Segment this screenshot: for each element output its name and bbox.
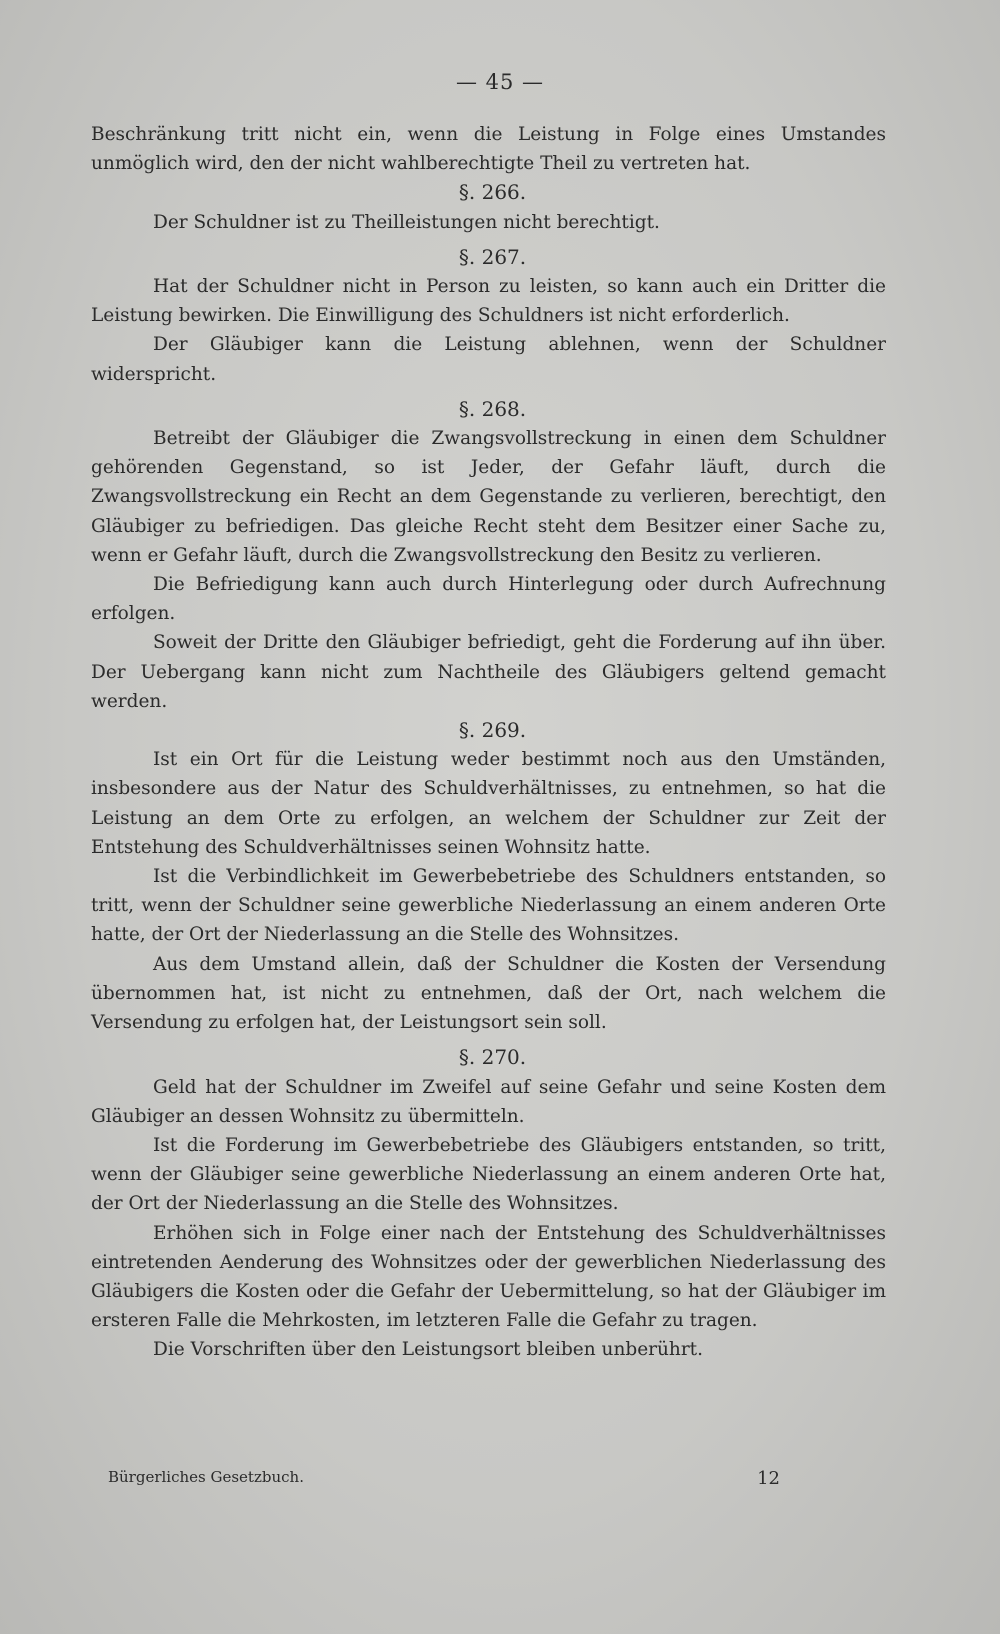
paragraph-270-4: Die Vorschriften über den Leistungsort bleiben unberührt. bbox=[153, 1339, 703, 1361]
section-heading-268: §. 268. bbox=[458, 396, 527, 421]
footer-signature-number: 12 bbox=[757, 1468, 780, 1489]
paragraph-268-3: Soweit der Dritte den Gläubiger befriedigt, geht die Forderung auf ihn über. Der Uebergang kann nicht zum Nachtheile des Gläubigers geltend gemacht werden. bbox=[91, 632, 886, 712]
page-number: — 45 — bbox=[455, 70, 545, 94]
paragraph-270-2: Ist die Forderung im Gewerbebetriebe des Gläubigers entstanden, so tritt, wenn der Gläubiger seine gewerbliche Niederlassung an einem anderen Orte hat, der Ort der Niederlassung an die Stelle des Wohnsitzes. bbox=[91, 1134, 886, 1215]
paragraph-268-1: Betreibt der Gläubiger die Zwangsvollstreckung in einen dem Schuldner gehörenden Gegenstand, so ist Jeder, der Gefahr läuft, durch die Zwangsvollstreckung ein Recht an dem Gegenstande zu verlieren, berechtigt, den Gläubiger zu befriedigen. Das gleiche Recht steht dem Besitzer einer Sache zu, wenn er Gefahr läuft, durch die Zwangsvollstreckung den Besitz zu verlieren. bbox=[91, 428, 886, 566]
paragraph-270-1: Geld hat der Schuldner im Zweifel auf seine Gefahr und seine Kosten dem Gläubiger an dessen Wohnsitz zu übermitteln. bbox=[91, 1076, 886, 1127]
paragraph-beschraenkung: Beschränkung tritt nicht ein, wenn die Leistung in Folge eines Umstandes unmöglich wird, den der nicht wahlberechtigte Theil zu vertreten hat. bbox=[91, 124, 886, 175]
text-body bbox=[91, 120, 886, 1365]
section-heading-266: §. 266. bbox=[458, 180, 527, 205]
paragraph-270-3: Erhöhen sich in Folge einer nach der Entstehung des Schuldverhältnisses eintretenden Aenderung des Wohnsitzes oder der gewerblichen Niederlassung des Gläubigers die Kosten oder die Gefahr der Uebermittelung, so hat der Gläubiger im ersteren Falle die Mehrkosten, im letzteren Falle die Gefahr zu tragen. bbox=[91, 1222, 886, 1332]
paragraph-269-2: Ist die Verbindlichkeit im Gewerbebetriebe des Schuldners entstanden, so tritt, wenn der Schuldner seine gewerbliche Niederlassung an einem anderen Orte hatte, der Ort der Niederlassung an die Stelle des Wohnsitzes. bbox=[91, 866, 886, 946]
section-heading-267: §. 267. bbox=[458, 244, 527, 269]
section-heading-269: §. 269. bbox=[458, 718, 527, 743]
page-footer bbox=[108, 1468, 780, 1489]
paragraph-268-2: Die Befriedigung kann auch durch Hinterlegung oder durch Aufrechnung erfolgen. bbox=[91, 574, 886, 625]
paragraph-269-1: Ist ein Ort für die Leistung weder bestimmt noch aus den Umständen, insbesondere aus der Natur des Schuldverhältnisses, zu entnehmen, so hat die Leistung an dem Orte zu erfolgen, an welchem der Schuldner zur Zeit der Entstehung des Schuldverhältnisses seinen Wohnsitz hatte. bbox=[91, 749, 886, 858]
footer-book-title: Bürgerliches Gesetzbuch. bbox=[108, 1468, 304, 1486]
paragraph-267-2: Der Gläubiger kann die Leistung ablehnen, wenn der Schuldner widerspricht. bbox=[91, 334, 886, 385]
paragraph-269-3: Aus dem Umstand allein, daß der Schuldner die Kosten der Versendung übernommen hat, ist nicht zu entnehmen, daß der Ort, nach welchem die Versendung zu erfolgen hat, der Leistungsort sein soll. bbox=[91, 953, 886, 1034]
section-heading-270: §. 270. bbox=[458, 1045, 527, 1070]
paragraph-267-1: Hat der Schuldner nicht in Person zu leisten, so kann auch ein Dritter die Leistung bewirken. Die Einwilligung des Schuldners ist nicht erforderlich. bbox=[91, 276, 886, 327]
paragraph-266: Der Schuldner ist zu Theilleistungen nicht berechtigt. bbox=[153, 211, 660, 233]
